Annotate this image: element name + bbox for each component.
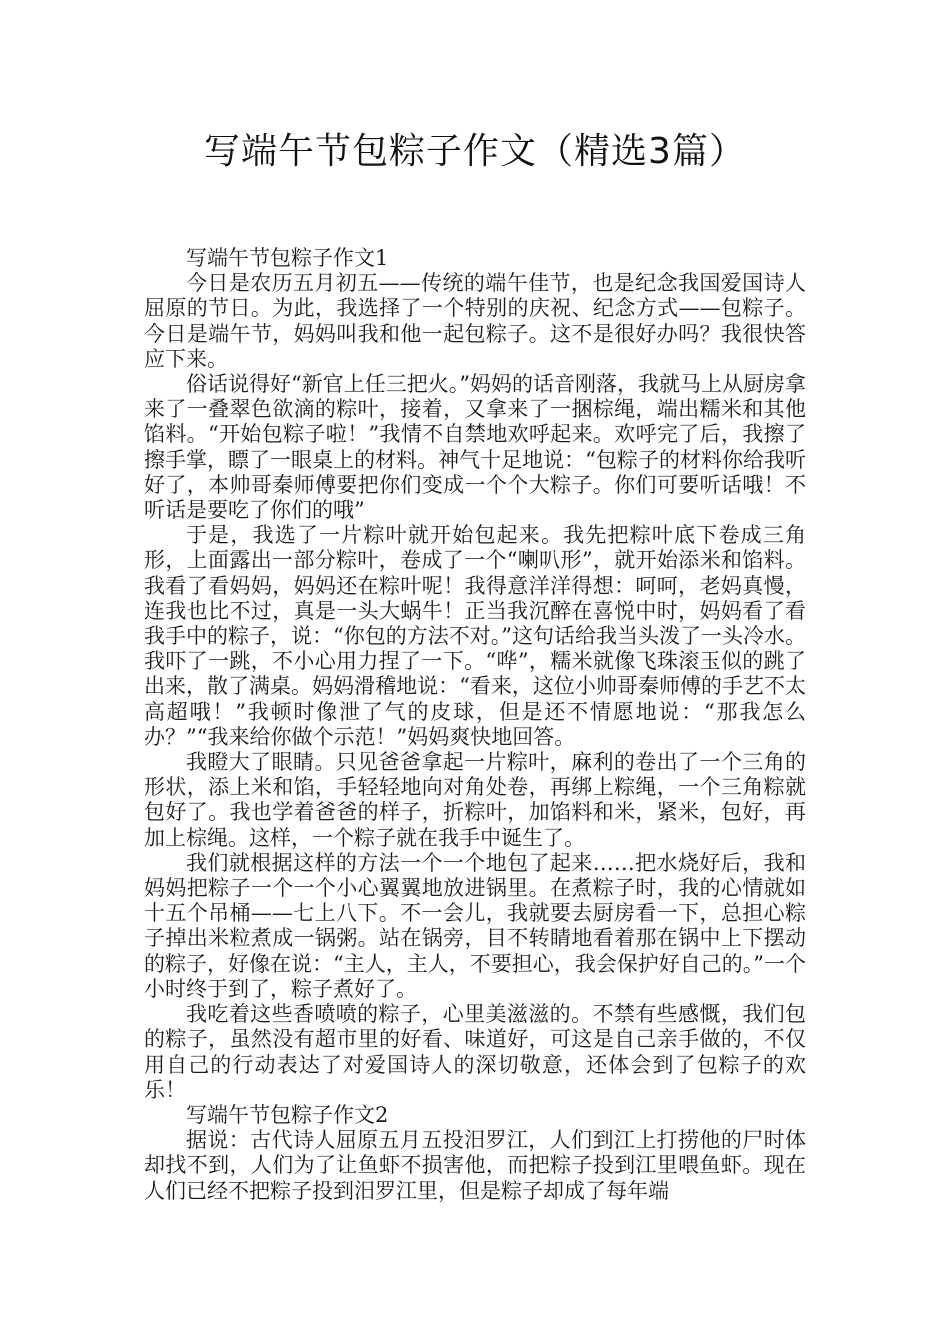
body-paragraph: 于是，我选了一片粽叶就开始包起来。我先把粽叶底下卷成三角形，上面露出一部分粽叶，卷成了一个“喇叭形”，就开始添米和馅料。我看了看妈妈，妈妈还在粽叶呢！我得意洋洋得想：呵呵，老妈真慢，连我也比不过，真是一头大蜗牛！正当我沉醉在喜悦中时，妈妈看了看我手中的粽子，说：“你包的方法不对。”这句话给我当头泼了一头冷水。我吓了一跳，不小心用力捏了一下。“哗”，糯米就像飞珠滚玉似的跳了出来，散了满桌。妈妈滑稽地说：“看来，这位小帅哥秦师傅的手艺不太高超哦！”我顿时像泄了气的皮球，但是还不情愿地说：“那我怎么办？”“我来给你做个示范！”妈妈爽快地回答。 (144, 523, 806, 749)
body-paragraph: 我瞪大了眼睛。只见爸爸拿起一片粽叶，麻利的卷出了一个三角的形状，添上米和馅，手轻轻地向对角处卷，再绑上粽绳，一个三角粽就包好了。我也学着爸爸的样子，折粽叶，加馅料和米，紧米，包好，再加上棕绳。这样，一个粽子就在我手中诞生了。 (144, 750, 806, 850)
body-paragraph: 我吃着这些香喷喷的粽子，心里美滋滋的。不禁有些感慨，我们包的粽子，虽然没有超市里的好看、味道好，可这是自己亲手做的，不仅用自己的行动表达了对爱国诗人的深切敬意，还体会到了包粽子的欢乐！ (144, 1002, 806, 1102)
body-paragraph: 今日是农历五月初五——传统的端午佳节，也是纪念我国爱国诗人屈原的节日。为此，我选择了一个特别的庆祝、纪念方式——包粽子。今日是端午节，妈妈叫我和他一起包粽子。这不是很好办吗？我很快答应下来。 (144, 271, 806, 371)
body-paragraph: 据说：古代诗人屈原五月五投汨罗江，人们到江上打捞他的尸时体却找不到，人们为了让鱼虾不损害他，而把粽子投到江里喂鱼虾。现在人们已经不把粽子投到汨罗江里，但是粽子却成了每年端 (144, 1128, 806, 1203)
body-paragraph: 俗话说得好“新官上任三把火。”妈妈的话音刚落，我就马上从厨房拿来了一叠翠色欲滴的粽叶，接着，又拿来了一捆棕绳，端出糯米和其他馅料。“开始包粽子啦！”我情不自禁地欢呼起来。欢呼完了后，我擦了擦手掌，瞟了一眼桌上的材料。神气十足地说：“包粽子的材料你给我听好了，本帅哥秦师傅要把你们变成一个个大粽子。你们可要听话哦！不听话是要吃了你们的哦” (144, 372, 806, 523)
document-title: 写端午节包粽子作文（精选3篇） (204, 131, 746, 172)
body-paragraph: 我们就根据这样的方法一个一个地包了起来……把水烧好后，我和妈妈把粽子一个一个小心翼翼地放进锅里。在煮粽子时，我的心情就如十五个吊桶——七上八下。不一会儿，我就要去厨房看一下，总担心粽子掉出米粒煮成一锅粥。站在锅旁，目不转睛地看着那在锅中上下摆动的粽子，好像在说：“主人，主人，不要担心，我会保护好自己的。”一个小时终于到了，粽子煮好了。 (144, 850, 806, 1001)
section-heading: 写端午节包粽子作文1 (186, 246, 389, 270)
section-heading: 写端午节包粽子作文2 (186, 1102, 389, 1127)
document-body (144, 246, 806, 1204)
